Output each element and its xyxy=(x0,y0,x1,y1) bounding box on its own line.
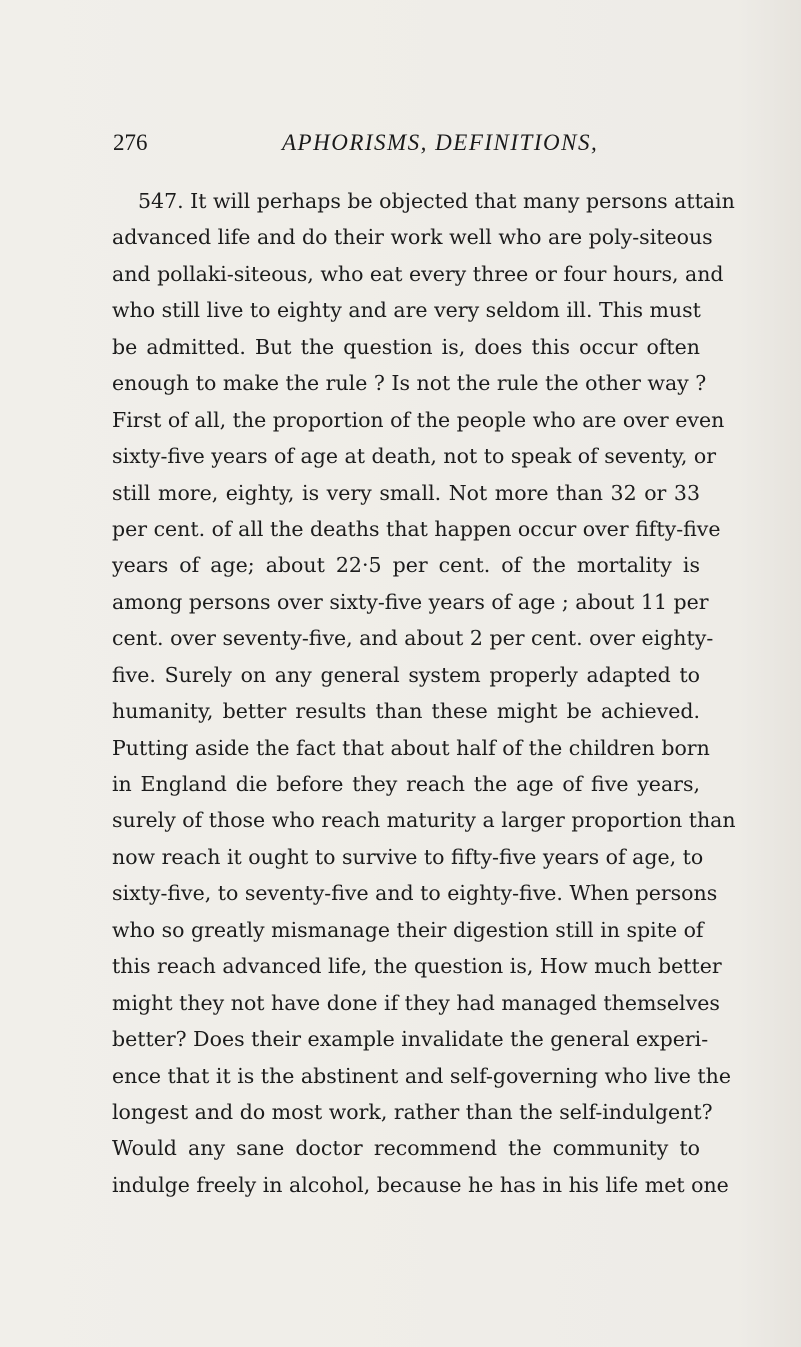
paragraph-547 xyxy=(112,183,736,1203)
text-line: now reach it ought to survive to fifty-five years of age, to xyxy=(112,844,704,869)
text-line: humanity, better results than these might be achieved. xyxy=(112,699,700,724)
text-line: Would any sane doctor recommend the community to xyxy=(112,1136,700,1161)
text-line: sixty-five, to seventy-five and to eighty-five. When persons xyxy=(112,881,718,906)
text-line: who so greatly mismanage their digestion still in spite of xyxy=(112,917,704,942)
running-title: APHORISMS, DEFINITIONS, xyxy=(282,130,599,155)
text-line: in England die before they reach the age of five years, xyxy=(112,772,700,796)
text-line: better? Does their example invalidate the general experi- xyxy=(112,1027,709,1052)
text-line: among persons over sixty-five years of age ; about 11 per xyxy=(112,589,709,614)
text-line: still more, eighty, is very small. Not more than 32 or 33 xyxy=(112,480,700,505)
text-line: cent. over seventy-five, and about 2 per cent. over eighty- xyxy=(112,626,714,651)
text-line: 547. It will perhaps be objected that many persons attain xyxy=(138,189,735,213)
text-line: this reach advanced life, the question is, How much better xyxy=(112,954,722,979)
text-line: First of all, the proportion of the people who are over even xyxy=(112,407,725,432)
running-head xyxy=(0,126,801,160)
text-line: sixty-five years of age at death, not to speak of seventy, or xyxy=(112,444,717,469)
text-line: Putting aside the fact that about half of the children born xyxy=(112,735,710,760)
text-line: per cent. of all the deaths that happen occur over fifty-five xyxy=(112,516,721,541)
text-line: who still live to eighty and are very seldom ill. This must xyxy=(112,298,701,323)
text-line: and pollaki-siteous, who eat every three or four hours, and xyxy=(112,261,724,286)
text-line: five. Surely on any general system properly adapted to xyxy=(112,662,700,687)
page-number: 276 xyxy=(113,130,148,155)
text-line: longest and do most work, rather than the self-indulgent? xyxy=(112,1099,713,1124)
text-line: years of age; about 22·5 per cent. of the mortality is xyxy=(112,553,700,578)
text-line: surely of those who reach maturity a larger proportion than xyxy=(112,808,736,833)
text-line: indulge freely in alcohol, because he has in his life met one xyxy=(112,1172,729,1197)
text-line: ence that it is the abstinent and self-governing who live the xyxy=(112,1063,731,1088)
text-line: be admitted. But the question is, does this occur often xyxy=(112,334,700,359)
text-line: might they not have done if they had managed themselves xyxy=(112,990,720,1015)
text-line: advanced life and do their work well who are poly-siteous xyxy=(112,225,713,250)
text-line: enough to make the rule ? Is not the rule the other way ? xyxy=(112,371,707,396)
